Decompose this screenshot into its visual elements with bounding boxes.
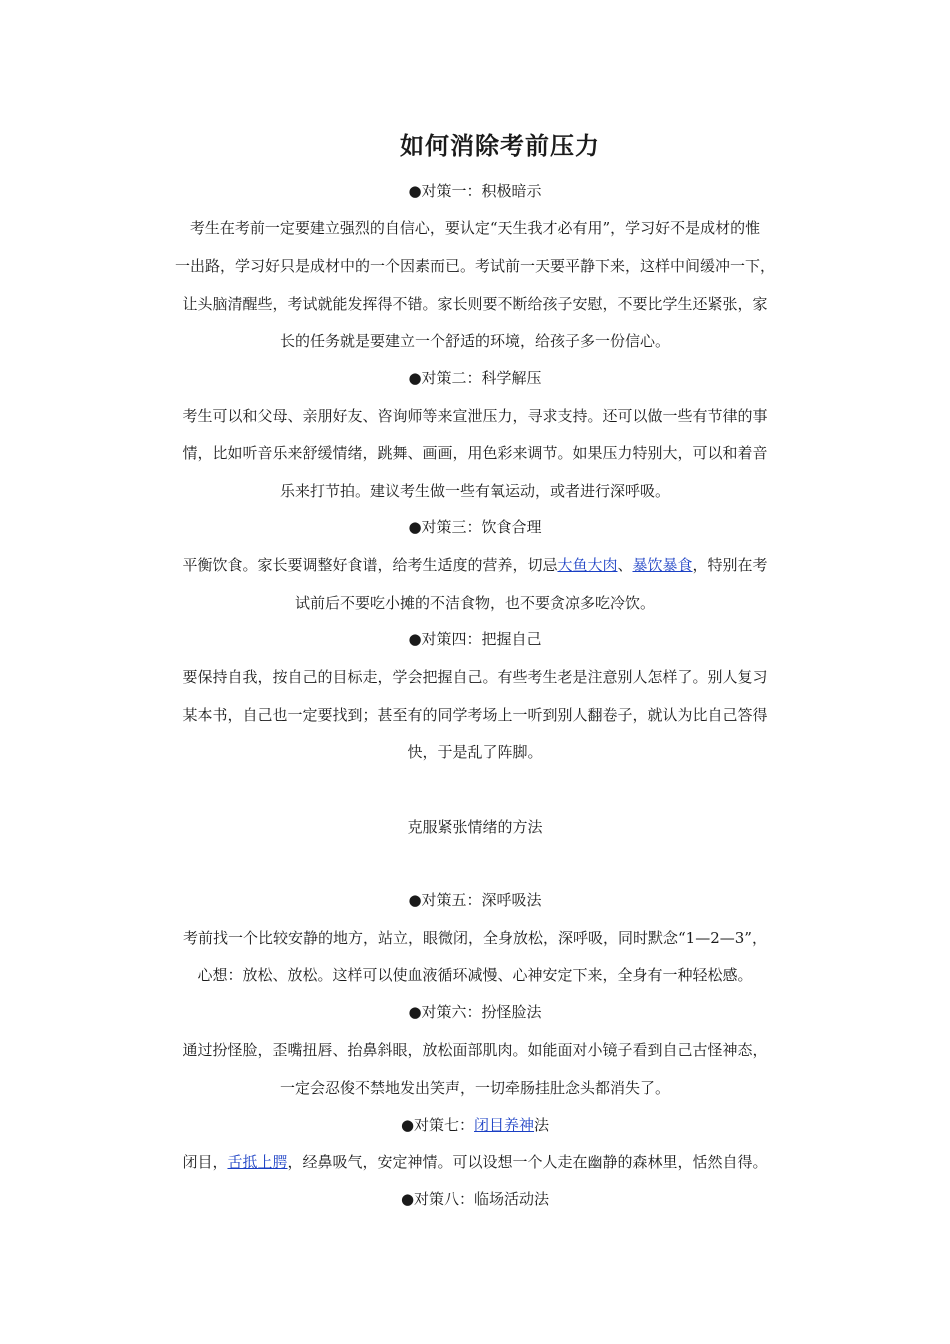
paragraph-line: 乐来打节拍。建议考生做一些有氧运动，或者进行深呼吸。 bbox=[279, 482, 670, 500]
text-segment: 平衡饮食。家长要调整好食谱，给考生适度的营养，切忌 bbox=[182, 556, 558, 574]
paragraph-line: 一出路，学习好只是成材中的一个因素而已。考试前一天要平静下来，这样中间缓冲一下， bbox=[174, 257, 775, 275]
heading-strategy-4: ●对策四：把握自己 bbox=[408, 630, 542, 648]
heading-strategy-5: ●对策五：深呼吸法 bbox=[408, 891, 542, 909]
text-segment: ，特别在考 bbox=[692, 556, 768, 574]
text-segment: 、 bbox=[617, 556, 633, 574]
text-segment: 闭目， bbox=[182, 1153, 228, 1171]
paragraph-line: 让头脑清醒些，考试就能发挥得不错。家长则要不断给孩子安慰，不要比学生还紧张，家 bbox=[182, 295, 768, 313]
paragraph-line: 考生在考前一定要建立强烈的自信心，要认定“天生我才必有用”，学习好不是成材的惟 bbox=[189, 219, 761, 237]
paragraph-line bbox=[140, 555, 810, 575]
link-binge-eating[interactable]: 暴饮暴食 bbox=[632, 556, 693, 574]
heading-strategy-1: ●对策一：积极暗示 bbox=[408, 182, 542, 200]
paragraph-line: 通过扮怪脸，歪嘴扭唇、抬鼻斜眼，放松面部肌肉。如能面对小镜子看到自己古怪神态， bbox=[182, 1041, 768, 1059]
paragraph-line: 长的任务就是要建立一个舒适的环境，给孩子多一份信心。 bbox=[279, 332, 670, 350]
text-segment: 法 bbox=[534, 1116, 550, 1134]
page-title: 如何消除考前压力 bbox=[400, 132, 600, 160]
paragraph-line bbox=[140, 1152, 810, 1172]
link-big-fish-meat[interactable]: 大鱼大肉 bbox=[557, 556, 618, 574]
heading-strategy-2: ●对策二：科学解压 bbox=[408, 369, 542, 387]
paragraph-line: 要保持自我，按自己的目标走，学会把握自己。有些考生老是注意别人怎样了。别人复习 bbox=[182, 668, 768, 686]
paragraph-line: 试前后不要吃小摊的不洁食物，也不要贪凉多吃冷饮。 bbox=[294, 594, 655, 612]
heading-strategy-7 bbox=[140, 1115, 810, 1135]
paragraph-line: 快，于是乱了阵脚。 bbox=[407, 743, 543, 761]
link-tongue-to-palate[interactable]: 舌抵上腭 bbox=[227, 1153, 288, 1171]
text-segment: ●对策七： bbox=[400, 1116, 475, 1134]
paragraph-line: 情，比如听音乐来舒缓情绪，跳舞、画画，用色彩来调节。如果压力特别大，可以和着音 bbox=[182, 444, 768, 462]
paragraph-line: 一定会忍俊不禁地发出笑声，一切牵肠挂肚念头都消失了。 bbox=[279, 1079, 670, 1097]
heading-strategy-3: ●对策三：饮食合理 bbox=[408, 518, 542, 536]
paragraph-line: 考前找一个比较安静的地方，站立，眼微闭，全身放松，深呼吸，同时默念“1—2—3”， bbox=[183, 929, 767, 947]
text-segment: ，经鼻吸气，安定神情。可以设想一个人走在幽静的森林里，恬然自得。 bbox=[287, 1153, 768, 1171]
section-subtitle: 克服紧张情绪的方法 bbox=[407, 818, 543, 836]
paragraph-line: 考生可以和父母、亲朋好友、咨询师等来宣泄压力，寻求支持。还可以做一些有节律的事 bbox=[182, 407, 768, 425]
paragraph-line: 某本书，自己也一定要找到；甚至有的同学考场上一听到别人翻卷子，就认为比自己答得 bbox=[182, 706, 768, 724]
heading-strategy-8: ●对策八：临场活动法 bbox=[400, 1190, 550, 1208]
heading-strategy-6: ●对策六：扮怪脸法 bbox=[408, 1003, 542, 1021]
link-close-eyes-rest[interactable]: 闭目养神 bbox=[474, 1116, 535, 1134]
paragraph-line: 心想：放松、放松。这样可以使血液循环减慢、心神安定下来，全身有一种轻松感。 bbox=[197, 966, 753, 984]
